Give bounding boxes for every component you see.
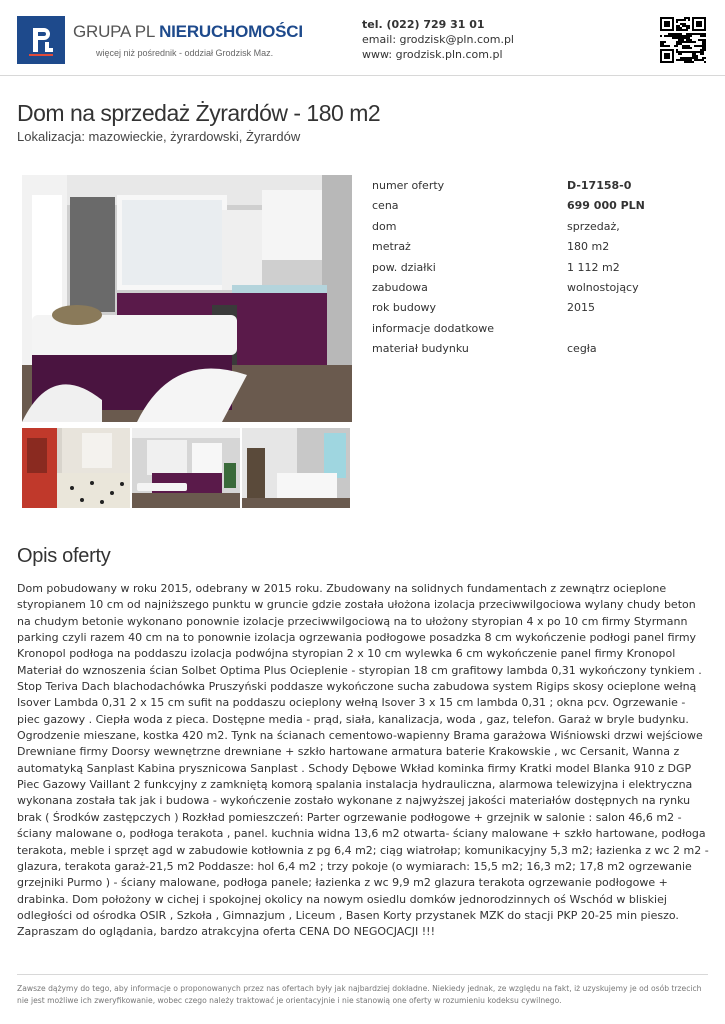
contact-block	[362, 17, 514, 62]
description-text: Dom pobudowany w roku 2015, odebrany w 2015 roku. Zbudowany na solidnych fundamentach z zewnątrz ocieplone styropianem 10 cm od najniższego punktu w gruncie gdzie została ułożona izolacja przeciwwilgociowa wylany chudy beton na chudym betonie wykonano ponownie izolacje przeciwwilgociową na to ułożony styropian 4 x po 10 cm firmy Styrmann parking czyli razem 40 cm na to ponownie izolacja ogrzewania podłogowe posadzka 8 cm wykończenie podłogi panel firmy Kronopol podłoga na poddaszu izolacja podwójna styropian 2 x 10 cm wylewka 6 cm wykończenie panel firmy Kronopol Materiał do wznoszenia ścian Solbet Optima Plus Ocieplenie - styropian 18 cm grafitowy lambda 0,31 wykończony tynkiem . Stop Teriva Dach blachodachówka Pruszyński poddasze wykończone sucha zabudowa system Rigips skosy ocieplone wełną Isover Lambda 0,31 2 x 15 cm sufit na poddaszu ocieplony wełną Isover 3 x 15 cm lambda 0,31 ; okna pcv. Ogrzewanie - piec gazowy . Ciepła woda z pieca. Dostępne media - prąd, siała, kanalizacja, woda , gaz, telefon. Garaż w bryle budynku. Ogrodzenie mieszane, kostka 420 m2. Tynk na ścianach cementowo-wapienny Brama garażowa Wiśniowski drzwi wejściowe Drewniane firmy Doorsy wewnętrzne drewniane + szkło hartowane armatura baterie Krakowskie , wc Cersanit, Wanna z automatyką Sanplast Kabina prysznicowa Sanplast . Schody Dębowe Wkład kominka firmy Kratki model Blanka 910 z DGP Piec Gazowy Vaillant 2 funkcyjny z zamkniętą komorą spalania instalacja hydrauliczna, alarmowa telewizyjna i elektryczna wykonana została tak jak i budowa - wykończenie zostało wykonane z najwyższej jakości materiałów dostępnych na rynku brak ( Środków zastępczych ) Rozkład pomieszczeń: Parter ogrzewanie podłogowe + grzejnik w salonie : salon 46,6 m2 - ściany malowane o, podłoga terakota , panel. kuchnia widna 13,6 m2 otwarta- ściany malowane + szkło hartowane, podłoga terakota, meble i sprzęt agd w zabudowie kotłownia z pg 6,4 m2; ciąg wiatrołap; komunikacyjny 5,3 m2; łazienka z wc 2 m2 - glazura, terakota garaż-21,5 m2 Poddasze: hol 6,4 m2 ; trzy pokoje (o wymiarach: 15,5 m2; 16,3 m2; 17,8 m2 ogrzewanie grzejniki Purmo ) - ściany malowane, podłoga panele; łazienka z wc 9,9 m2 glazura terakota ogrzewanie podłogowe + drabinka. Dom położony w cichej i spokojnej okolicy na nowym osiedlu domków jednorodzinnych oś Wschód w bliskiej odległości od ośrodka OSIR , Szkoła , Gimnazjum , Liceum , Basen Korty przystanek MZK do stacji PKP 20-25 min pieszo. Zapraszam do oglądania, bardzo atrakcyjna oferta CENA DO NEGOCJACJI !!!	[17, 582, 709, 939]
detail-row	[372, 339, 712, 359]
detail-row	[372, 258, 712, 278]
brand-name	[73, 22, 303, 42]
thumbnail-2[interactable]	[132, 428, 240, 508]
contact-phone[interactable]: tel. (022) 729 31 01	[362, 18, 485, 31]
offer-details	[372, 176, 712, 360]
detail-value: 1 112 m2	[567, 260, 620, 274]
kitchen-photo	[22, 175, 352, 422]
detail-row	[372, 319, 712, 339]
hallway-photo	[22, 428, 130, 508]
detail-label: pow. działki	[372, 260, 436, 274]
detail-row	[372, 278, 712, 298]
listing-location: Lokalizacja: mazowieckie, żyrardowski, Żyrardów	[17, 129, 301, 144]
footer-disclaimer: Zawsze dążymy do tego, aby informacje o proponowanych przez nas ofertach były jak najbardziej dokładne. Niekiedy jednak, ze względu na fakt, iż uzyskujemy je od osób trzecich nie jest możliwe ich zweryfikowanie, wobec czego należy traktować je orientacyjnie i nie stanowią one oferty w rozumieniu kodeksu cywilnego.	[17, 984, 702, 1005]
company-logo[interactable]	[17, 16, 65, 64]
page-title: Dom na sprzedaż Żyrardów - 180 m2	[17, 100, 381, 126]
detail-label: dom	[372, 219, 397, 233]
detail-row	[372, 196, 712, 216]
detail-row	[372, 217, 712, 237]
detail-value: cegła	[567, 342, 597, 356]
main-photo[interactable]	[22, 175, 352, 422]
detail-label: materiał budynku	[372, 342, 469, 356]
detail-value: wolnostojący	[567, 280, 639, 294]
detail-row	[372, 176, 712, 196]
thumbnail-3[interactable]	[242, 428, 350, 508]
logo-mark-icon	[17, 16, 65, 64]
bedroom-photo	[242, 428, 350, 508]
contact-website[interactable]: www: grodzisk.pln.com.pl	[362, 48, 503, 61]
detail-label: numer oferty	[372, 179, 445, 192]
thumbnail-1[interactable]	[22, 428, 130, 508]
page-header	[0, 0, 725, 76]
description-title: Opis oferty	[17, 545, 111, 567]
detail-label: zabudowa	[372, 280, 428, 294]
qr-code-icon[interactable]	[660, 17, 706, 63]
detail-value: sprzedaż,	[567, 219, 620, 233]
detail-label: cena	[372, 199, 399, 213]
brand-tagline: więcej niż pośrednik - oddział Grodzisk Maz.	[96, 48, 274, 58]
detail-value: D-17158-0	[567, 179, 632, 192]
detail-value: 180 m2	[567, 240, 610, 254]
detail-label: informacje dodatkowe	[372, 321, 495, 335]
footer-divider	[17, 974, 708, 975]
kitchen-wide-photo	[132, 428, 240, 508]
brand-bold: NIERUCHOMOŚCI	[159, 22, 303, 41]
detail-value: 2015	[567, 301, 595, 315]
contact-email[interactable]: email: grodzisk@pln.com.pl	[362, 33, 514, 46]
detail-row	[372, 237, 712, 257]
brand-prefix: GRUPA PL	[73, 22, 160, 41]
detail-label: metraż	[372, 240, 411, 254]
detail-label: rok budowy	[372, 301, 437, 315]
detail-value: 699 000 PLN	[567, 199, 645, 213]
detail-row	[372, 298, 712, 318]
